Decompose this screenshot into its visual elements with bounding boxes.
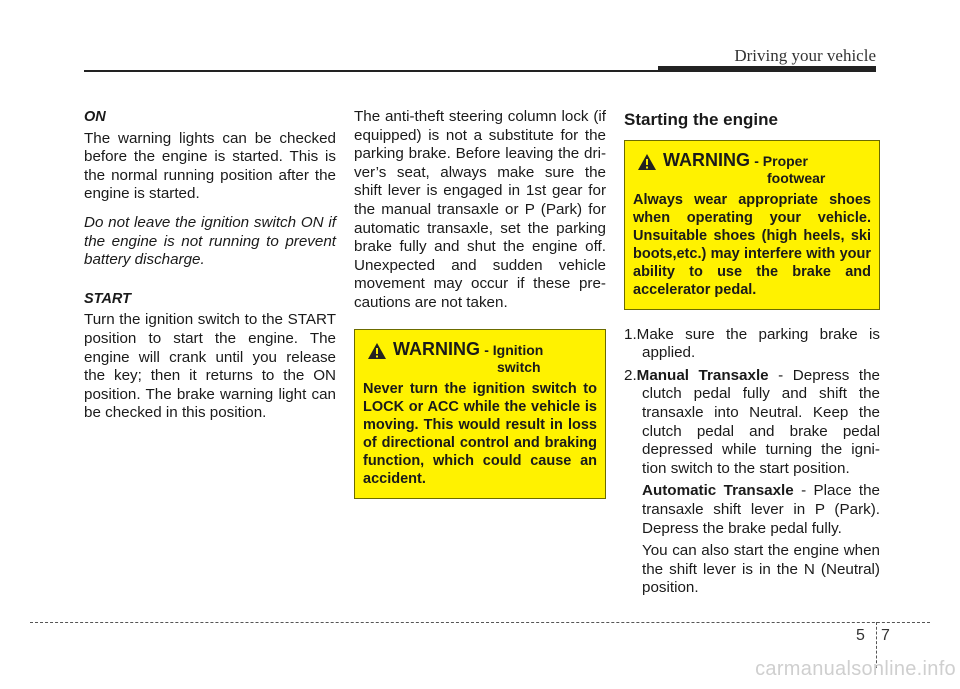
header-title: Driving your vehicle [734, 46, 876, 65]
warning-triangle-icon [367, 342, 387, 360]
step-number: 1. [624, 325, 637, 343]
warning-header [363, 340, 597, 376]
header-rule [84, 70, 660, 72]
chapter-number: 5 [856, 627, 865, 644]
middle-column [354, 108, 606, 499]
on-heading: ON [84, 109, 106, 125]
warning-topic-cont: footwear [767, 170, 826, 187]
step-number: 2. [624, 366, 637, 384]
step-text: Make sure the parking brake is applied. [636, 325, 880, 362]
warning-topic: - Ignition [484, 341, 544, 358]
step-1 [624, 326, 880, 363]
footwear-warning-box [624, 140, 880, 310]
step-text: - Depress the clutch pedal fully and shift the transaxle into Neutral. Keep the clutch pedal and brake pedal depressed while turning the igni-tion switch to the start position. [642, 366, 880, 477]
header-rule-accent [658, 66, 876, 72]
start-steps [624, 326, 880, 598]
steering-lock-paragraph: The anti-theft steering column lock (if equipped) is not a substitute for the parking brake. Before leaving the dri-ver’s seat, always make sure the shift lever is engaged in 1st gear for the manual transaxle or P (Park) for automatic transaxle, set the parking brake fully and shut the engine off. Unexpected and sudden vehicle movement may occur if these pre-cautions are not taken. [354, 108, 606, 311]
neutral-start-paragraph: You can also start the engine when the shift lever is in the N (Neutral) position. [642, 542, 880, 597]
footer-rule [30, 622, 930, 623]
warning-header [633, 151, 871, 187]
section-title: Starting the engine [624, 110, 778, 129]
on-note: Do not leave the ignition switch ON if the engine is not running to prevent battery discharge. [84, 213, 336, 269]
automatic-transaxle-label: Automatic Transaxle [642, 482, 794, 500]
warning-label: WARNING [663, 149, 750, 170]
warning-topic-cont: switch [497, 359, 541, 376]
warning-label: WARNING [393, 338, 480, 359]
page-number: 7 [881, 627, 890, 644]
watermark: carmanualsonline.info [755, 658, 956, 680]
right-column [624, 108, 880, 598]
left-column [84, 108, 336, 423]
ignition-warning-box [354, 329, 606, 499]
on-paragraph: The warning lights can be checked before the engine is started. This is the normal running position after the engine is started. [84, 129, 336, 203]
start-paragraph: Turn the ignition switch to the START position to start the engine. The engine will crank until you release the key; then it returns to the ON position. The brake warning light can be checked in this position. [84, 311, 336, 422]
start-heading: START [84, 290, 131, 307]
warning-body: Never turn the ignition switch to LOCK or ACC while the vehicle is moving. This would result in loss of directional control and braking function, which could cause an accident. [363, 380, 597, 487]
warning-topic: - Proper [754, 152, 808, 169]
step-text: - Place the transaxle shift lever in P (Park). Depress the brake pedal fully. [642, 482, 880, 537]
warning-triangle-icon [637, 153, 657, 171]
warning-body: Always wear appropriate shoes when operating your vehicle. Unsuitable shoes (high heels, ski boots,etc.) may interfere with your ability to use the brake and accelerator pedal. [633, 191, 871, 298]
step-2 [624, 367, 880, 479]
manual-transaxle-label: Manual Transaxle [636, 366, 769, 384]
automatic-transaxle-paragraph [624, 482, 880, 538]
